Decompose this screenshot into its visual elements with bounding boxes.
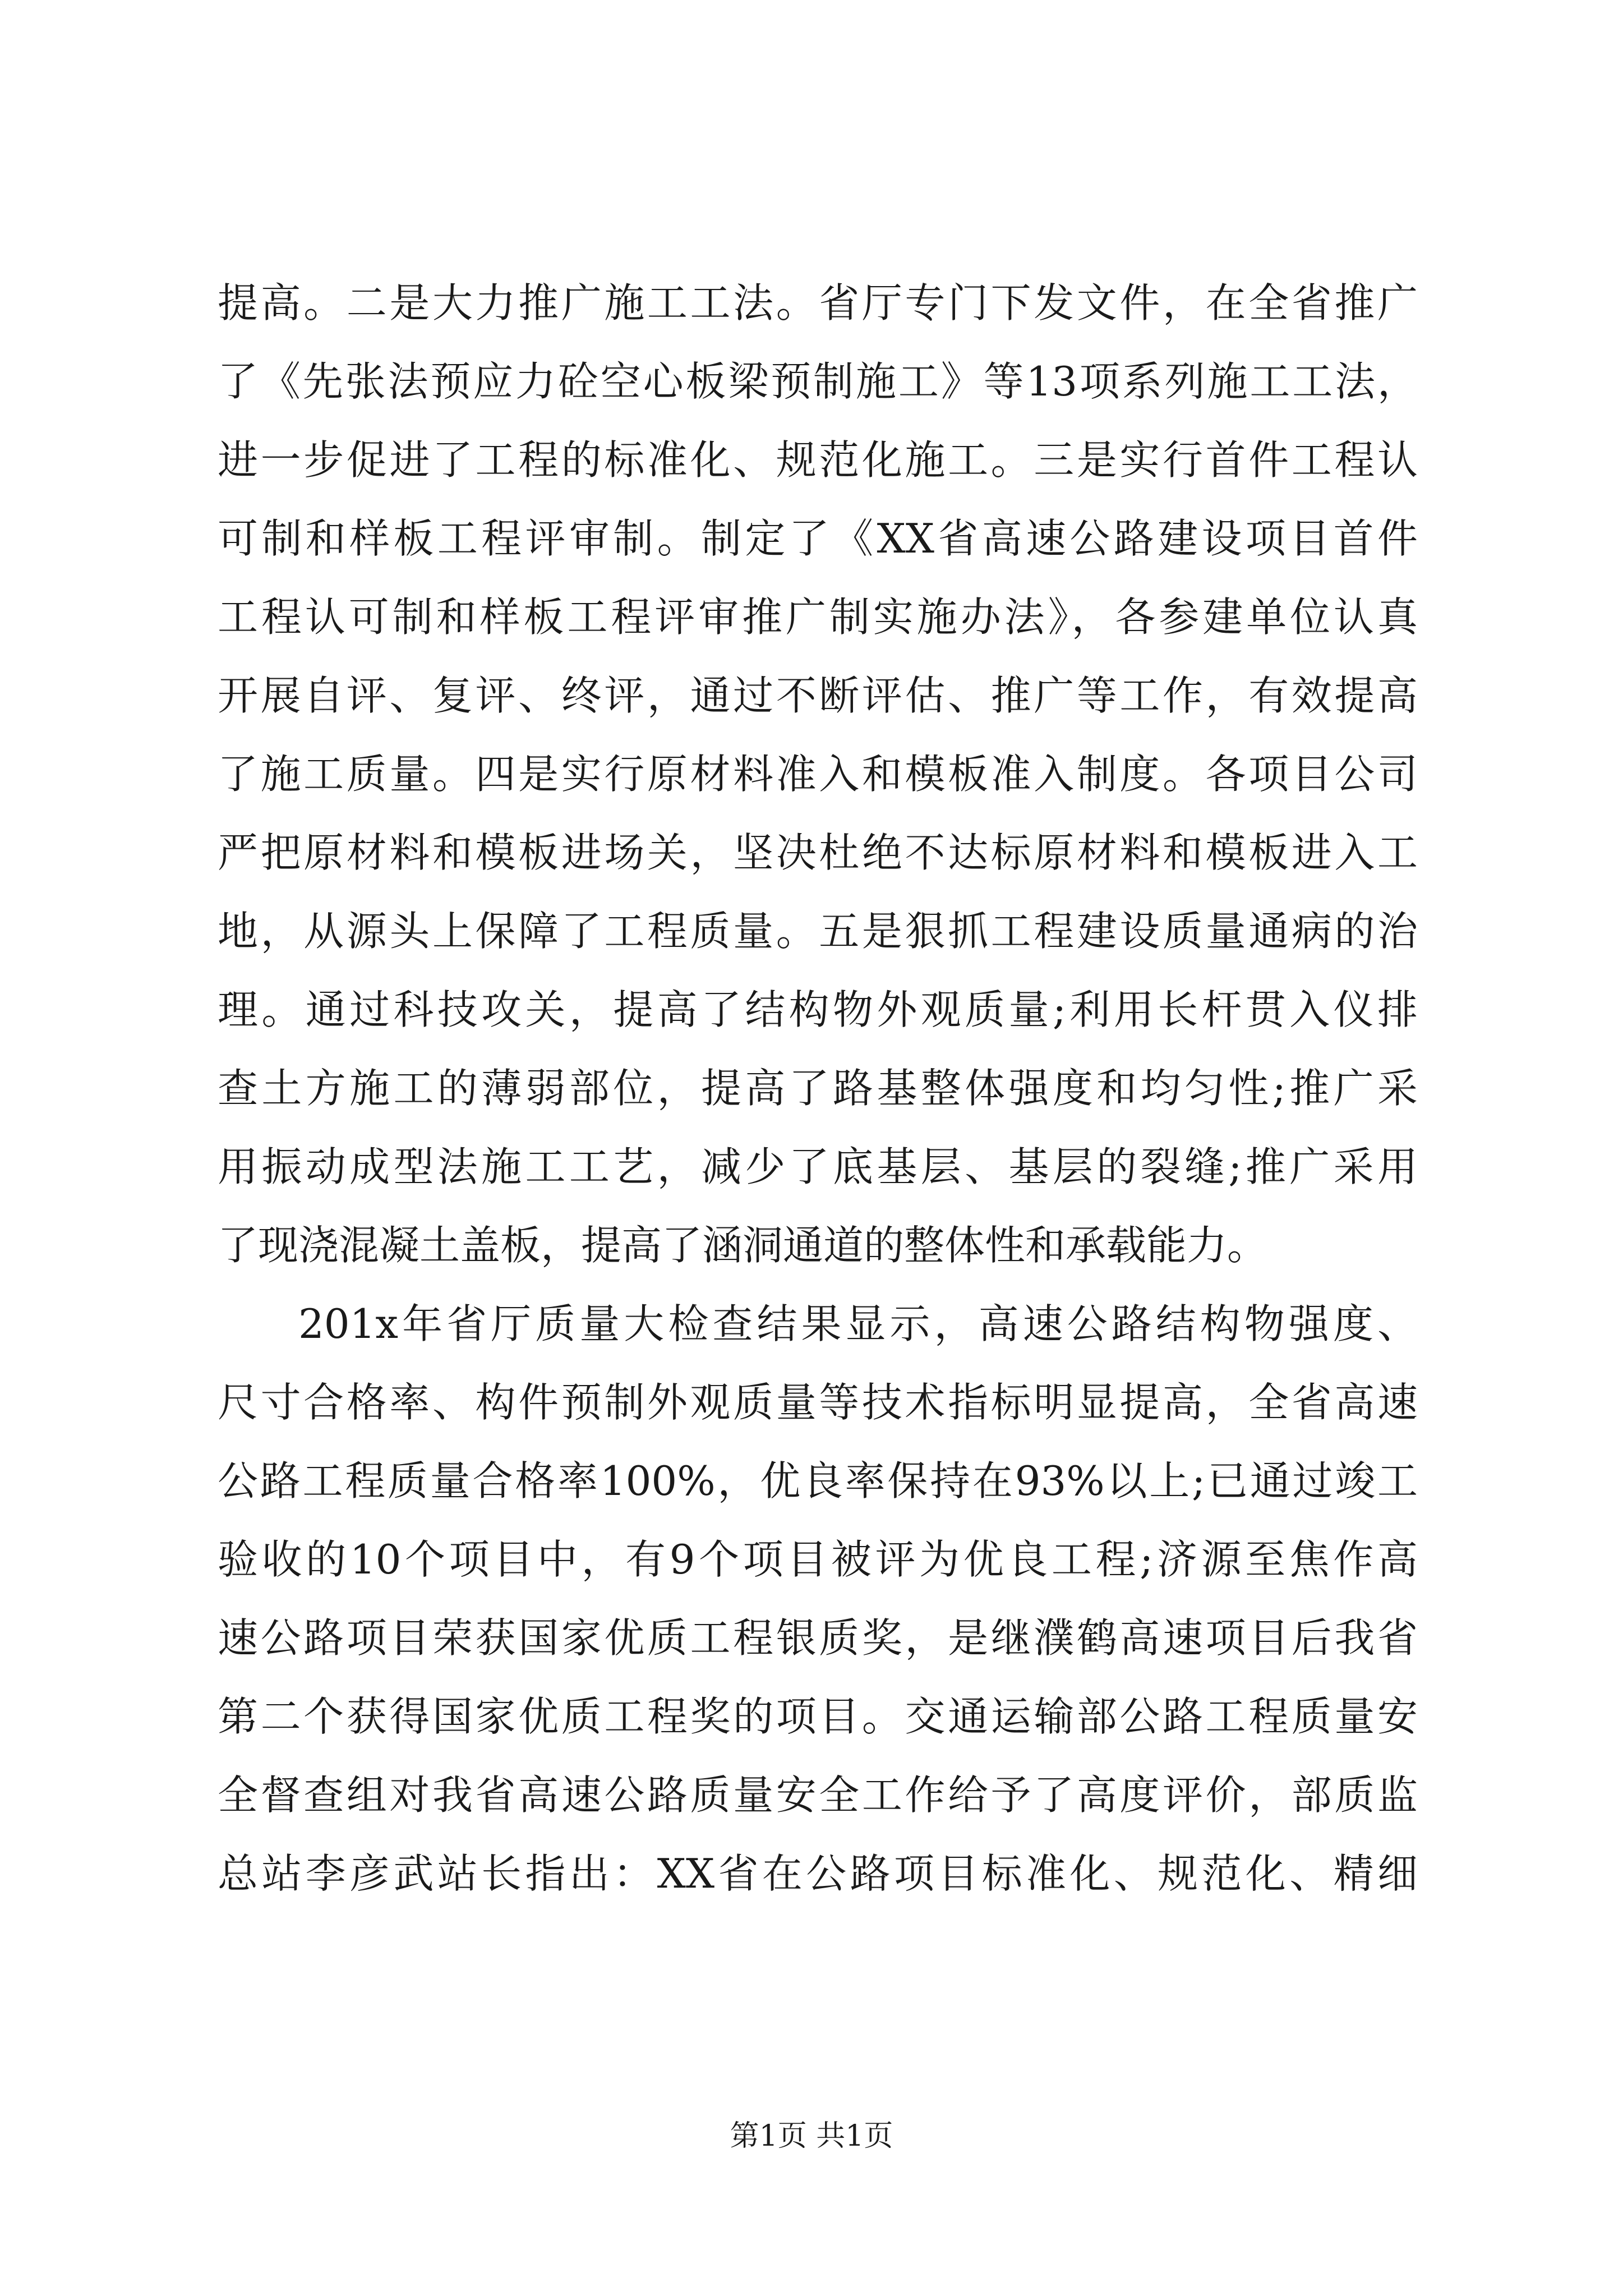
- text-line: 用振动成型法施工工艺，减少了底基层、基层的裂缝;推广采用: [218, 1143, 1418, 1190]
- text-line: 了现浇混凝土盖板，提高了涵洞通道的整体性和承载能力。: [218, 1222, 1268, 1269]
- text-line: 速公路项目荣获国家优质工程银质奖，是继濮鹤高速项目后我省: [218, 1614, 1418, 1662]
- text-line: 可制和样板工程评审制。制定了《XX省高速公路建设项目首件: [218, 515, 1418, 562]
- text-line: 第二个获得国家优质工程奖的项目。交通运输部公路工程质量安: [218, 1693, 1418, 1740]
- text-line: 地，从源头上保障了工程质量。五是狠抓工程建设质量通病的治: [218, 908, 1418, 955]
- text-line: 了施工质量。四是实行原材料准入和模板准入制度。各项目公司: [218, 751, 1418, 798]
- text-line: 进一步促进了工程的标准化、规范化施工。三是实行首件工程认: [218, 436, 1418, 484]
- text-line: 了《先张法预应力砼空心板梁预制施工》等13项系列施工工法，: [218, 358, 1418, 405]
- text-line: 尺寸合格率、构件预制外观质量等技术指标明显提高，全省高速: [218, 1379, 1418, 1426]
- text-line: 理。通过科技攻关，提高了结构物外观质量;利用长杆贯入仪排: [218, 986, 1418, 1033]
- text-line: 工程认可制和样板工程评审推广制实施办法》，各参建单位认真: [218, 593, 1418, 641]
- text-line: 查土方施工的薄弱部位，提高了路基整体强度和均匀性;推广采: [218, 1065, 1418, 1112]
- body-text: [218, 264, 1418, 1913]
- text-line: 总站李彦武站长指出：XX省在公路项目标准化、规范化、精细: [218, 1850, 1418, 1897]
- text-line: 提高。二是大力推广施工工法。省厅专门下发文件，在全省推广: [218, 279, 1418, 326]
- text-line: 公路工程质量合格率100%，优良率保持在93%以上;已通过竣工: [218, 1457, 1418, 1504]
- text-line: 严把原材料和模板进场关，坚决杜绝不达标原材料和模板进入工: [218, 829, 1418, 876]
- text-line: 全督查组对我省高速公路质量安全工作给予了高度评价，部质监: [218, 1772, 1418, 1819]
- text-line: 验收的10个项目中，有9个项目被评为优良工程;济源至焦作高: [218, 1536, 1418, 1583]
- page-number-footer: 第1页 共1页: [730, 2119, 893, 2153]
- text-line: 开展自评、复评、终评，通过不断评估、推广等工作，有效提高: [218, 672, 1418, 719]
- text-line: 201x年省厅质量大检查结果显示，高速公路结构物强度、: [298, 1300, 1418, 1347]
